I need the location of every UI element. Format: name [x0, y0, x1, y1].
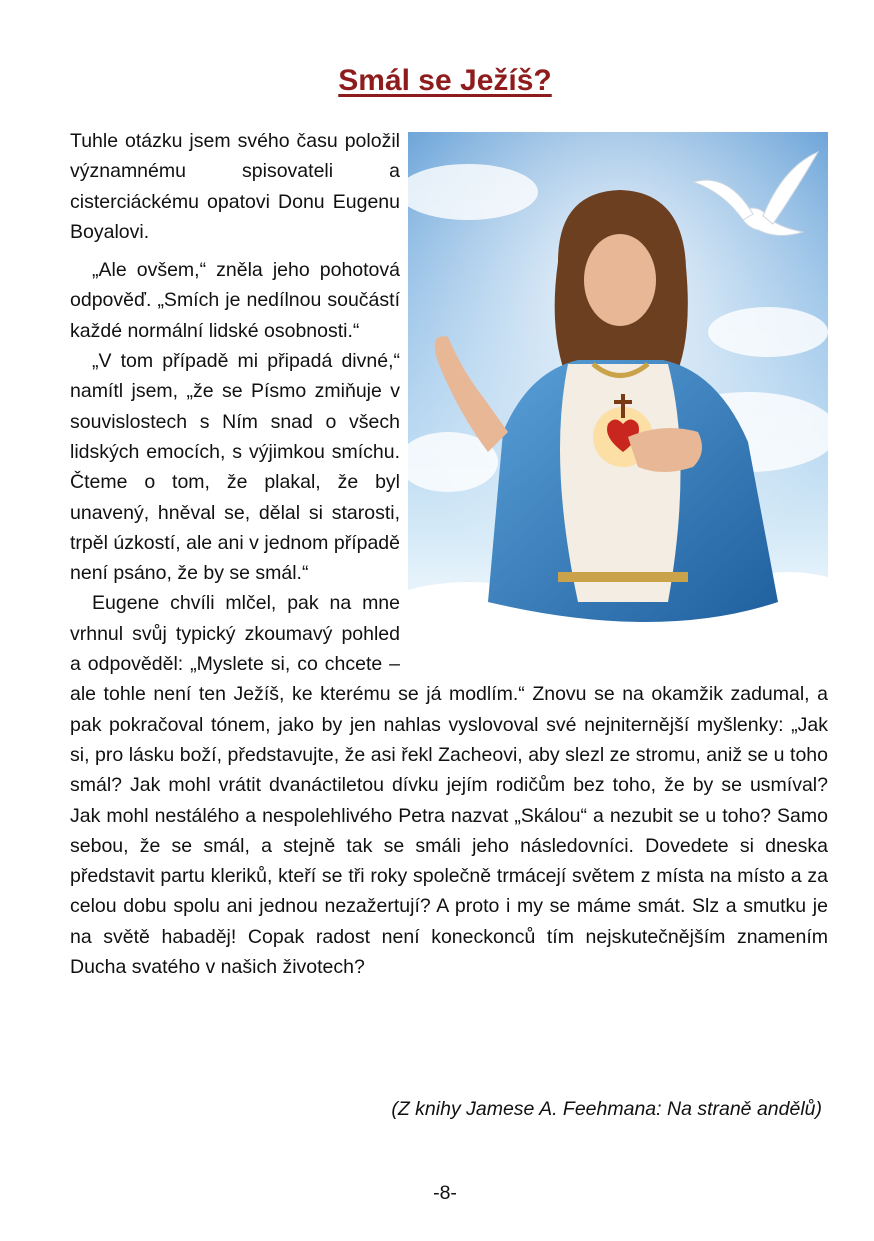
article-body [70, 126, 828, 982]
page-number: -8- [433, 1182, 457, 1204]
source-citation: (Z knihy Jamese A. Feehmana: Na straně andělů) [391, 1098, 822, 1120]
paragraph-4: Eugene chvíli mlčel, pak na mne vrhnul svůj typický zkoumavý pohled a odpověděl: „Myslete si, co chcete – ale tohle není ten Ježíš, ke kterému se já modlím.“ Znovu se na okamžik zadumal, a pak pokračoval tónem, jako by jen nahlas vyslovoval své nejniternější myšlenky: „Jak si, pro lásku boží, představujte, že asi řekl Zacheovi, aby slezl ze stromu, aniž se u toho smál? Jak mohl vrátit dvanáctiletou dívku jejím rodičům bez toho, že by se usmíval? Jak mohl nestálého a nespolehlivého Petra nazvat „Skálou“ a nezubit se u toho? Samo sebou, že se smál, a stejně tak se smáli jeho následovníci. Dovedete si dneska představit partu kleriků, kteří se tři roky společně trmácejí světem z místa na místo a za celou dobu spolu ani jednou nezažertují? A proto i my se máme smát. Slz a smutku je na světě habaděj! Copak radost není koneckonců tím nejskutečnějším znamením Ducha svatého v našich životech? [70, 592, 828, 979]
paragraph-2: „Ale ovšem,“ zněla jeho pohotová odpověď. „Smích je nedílnou součástí každé normální lidské osobnosti.“ [70, 259, 400, 342]
illustration-svg [408, 132, 828, 656]
paragraph-3: „V tom případě mi připadá divné,“ namítl jsem, „že se Písmo zmiňuje v souvislostech s Ním snad o všech lidských emocích, s výjimkou smíchu. Čteme o tom, že plakal, že byl unavený, hněval se, dělal si starosti, trpěl úzkostí, ale ani v jednom případě není psáno, že by se smál.“ [70, 350, 400, 585]
jesus-sacred-heart-illustration [408, 132, 828, 656]
paragraph-1: Tuhle otázku jsem svého času položil významnému spisovateli a cisterciáckému opatovi Donu Eugenu Boyalovi. [70, 130, 400, 243]
page-title: Smál se Ježíš? [338, 64, 552, 97]
